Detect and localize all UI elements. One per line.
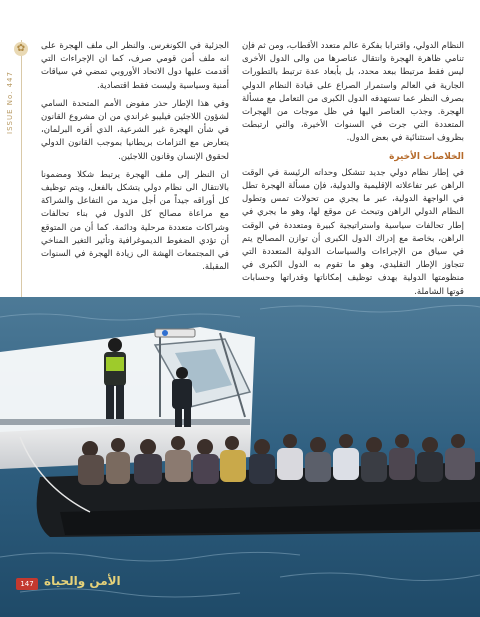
migrant-boat-photo [0,297,480,617]
article-paragraph: النظام الدولي، واقترابا بفكرة عالم متعدد الأقطاب، ومن ثم فإن تنامي ظاهرة الهجرة وانتقال عناصرها من والى الدول الأخرى ليس فقط مرتبطا ببعد محدد، بل بأبعاد عدة ترتبط بالتطورات الجارية في العالم واستمرار الصراع على قيادة النظام الدولي بصرف النظر عما تستهدفه الدول الكبرى من التعامل مع مسألة الهجرة. وجذب العناصر اليها في ظل موجات من الهجرات المتعددة التي جرت في السنوات الأخيرة، والتي ارتبطت بظروف استثنائية في بعض الدول. [242,41,464,144]
page-number-badge: 147 [16,578,38,590]
article-paragraph: الجزئية في الكونغرس. والنظر الى ملف الهجرة على انه ملف أمن قومي صرف، كما ان الإجراءات التي أقدمت عليها دول الاتحاد الأوروبي تمضي في سياقات أمنية وسياسية وليست فقط اقتصادية. [41,41,229,91]
article-paragraph: ان النظر إلى ملف الهجرة يرتبط شكلا ومضمونا بالانتقال الى نظام دولي يتشكل بالفعل، ويتم توظيف كل أوراقه جيداً من أجل مزيد من التفاعل والشراكة مع مراعاة مصالح كل الدول في بناء تحالفات وشراكات متعددة مرحلية ودائمة. كما أن من المتوقع أن تؤدي الضغوط الديموغرافية وتأثير التغير المناخي في المجتمعات الهشة الى زيادة الهجرة في السنوات المقبلة. [41,169,229,273]
flower-ornament-icon: ✿ [14,42,28,56]
magazine-title: الأمن والحياة [44,574,121,588]
issue-label: ISSUE No. 447 [6,71,14,134]
section-subheading: الخلاصات الأخيرة [389,151,464,162]
article-column-left [41,40,229,279]
article-paragraph: وفي هذا الإطار حذر مفوض الأمم المتحدة السامي لشؤون اللاجئين فيليبو غراندي من ان مشروع القانون في شأن الهجرة غير الشرعية، الذي أقره البرلمان، يتعارض مع التزامات بريطانيا بموجب القانون الدولي لحقوق الإنسان وقانون اللاجئين. [41,98,229,162]
article-paragraph: في إطار نظام دولي جديد تتشكل وحداته الرئيسة في الوقت الراهن عبر تفاعلاته الإقليمية والدولية، فإن مسألة الهجرة تطل في الواجهة الدولية، عبر ما يجري من تحولات تمس وتطول النظام الدولي الراهن وتبحث عن موقع لها، وهو ما يجري في إطار تحالفات سياسية واستراتيجية كبيرة ومتعددة في الوقت الراهن، بخاصة مع إدراك الدول الكبرى أن توازن المصالح يتم في سياق من الإجراءات والسياسات الدولية المتعددة التي تتجاوز الإطار التقليدي، وهو ما تقوم به الدول الكبرى في منظومتها الدولية بهدف توظيف إمكاناتها وقدراتها وحسابات قوتها الشاملة. [242,167,464,297]
